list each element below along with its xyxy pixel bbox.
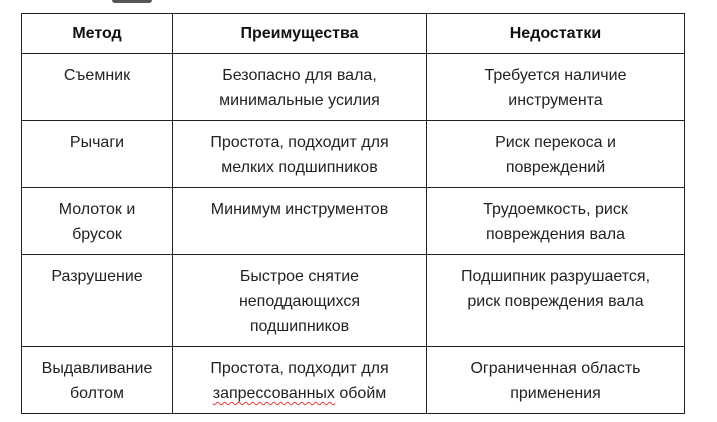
disadvantages-cell (427, 347, 685, 414)
cell-text: повреждений (505, 159, 606, 176)
method-cell (22, 347, 173, 414)
header-advantages: Преимущества (173, 14, 427, 54)
table-header-row (22, 14, 685, 54)
cell-text: болтом (69, 385, 125, 402)
cell-text: риск повреждения вала (467, 293, 644, 310)
cell-text: брусок (72, 226, 122, 243)
cell-text: обойм (334, 385, 387, 402)
cell-text: Съемник (63, 67, 131, 84)
cell-text: мелких подшипников (221, 159, 378, 176)
method-cell (22, 121, 173, 188)
table-row (22, 188, 685, 255)
advantages-cell (173, 121, 427, 188)
bearing-removal-methods-table (21, 13, 685, 414)
table-row (22, 255, 685, 347)
disadvantages-cell (427, 255, 685, 347)
cell-text: Быстрое снятие (239, 268, 360, 285)
spellcheck-flagged-word[interactable]: запрессованных (212, 385, 335, 402)
table-row (22, 347, 685, 414)
cell-text: Подшипник разрушается, (460, 268, 651, 285)
advantages-cell (173, 188, 427, 255)
cell-text: применения (510, 385, 601, 402)
cell-text: Риск перекоса и (495, 134, 616, 151)
disadvantages-cell (427, 54, 685, 121)
cell-text: Требуется наличие (484, 67, 627, 84)
cell-text: Простота, подходит для (210, 360, 389, 377)
cell-text: Выдавливание (41, 360, 153, 377)
cell-text: подшипников (249, 318, 350, 335)
cell-text: Трудоемкость, риск (483, 201, 628, 218)
disadvantages-cell (427, 121, 685, 188)
cell-text: Минимум инструментов (210, 201, 389, 218)
cell-text: инструмента (508, 92, 603, 109)
cell-text: минимальные усилия (219, 92, 380, 109)
cell-text-line (185, 381, 414, 406)
advantages-cell (173, 54, 427, 121)
advantages-cell (173, 255, 427, 347)
cell-text: Молоток и (58, 201, 136, 218)
cell-text: Простота, подходит для (210, 134, 389, 151)
disadvantages-cell (427, 188, 685, 255)
method-cell (22, 188, 173, 255)
cell-text: Рычаги (69, 134, 125, 151)
cell-text: повреждения вала (486, 226, 625, 243)
cell-text: Ограниченная область (470, 360, 641, 377)
cell-text: Безопасно для вала, (222, 67, 377, 84)
header-method: Метод (22, 14, 173, 54)
method-cell (22, 54, 173, 121)
cell-text: Разрушение (51, 268, 143, 285)
table-row (22, 121, 685, 188)
advantages-cell (173, 347, 427, 414)
table-row (22, 54, 685, 121)
cell-text: неподдающихся (238, 293, 361, 310)
method-cell (22, 255, 173, 347)
clipped-top-element (112, 0, 162, 4)
header-disadvantages: Недостатки (427, 14, 685, 54)
